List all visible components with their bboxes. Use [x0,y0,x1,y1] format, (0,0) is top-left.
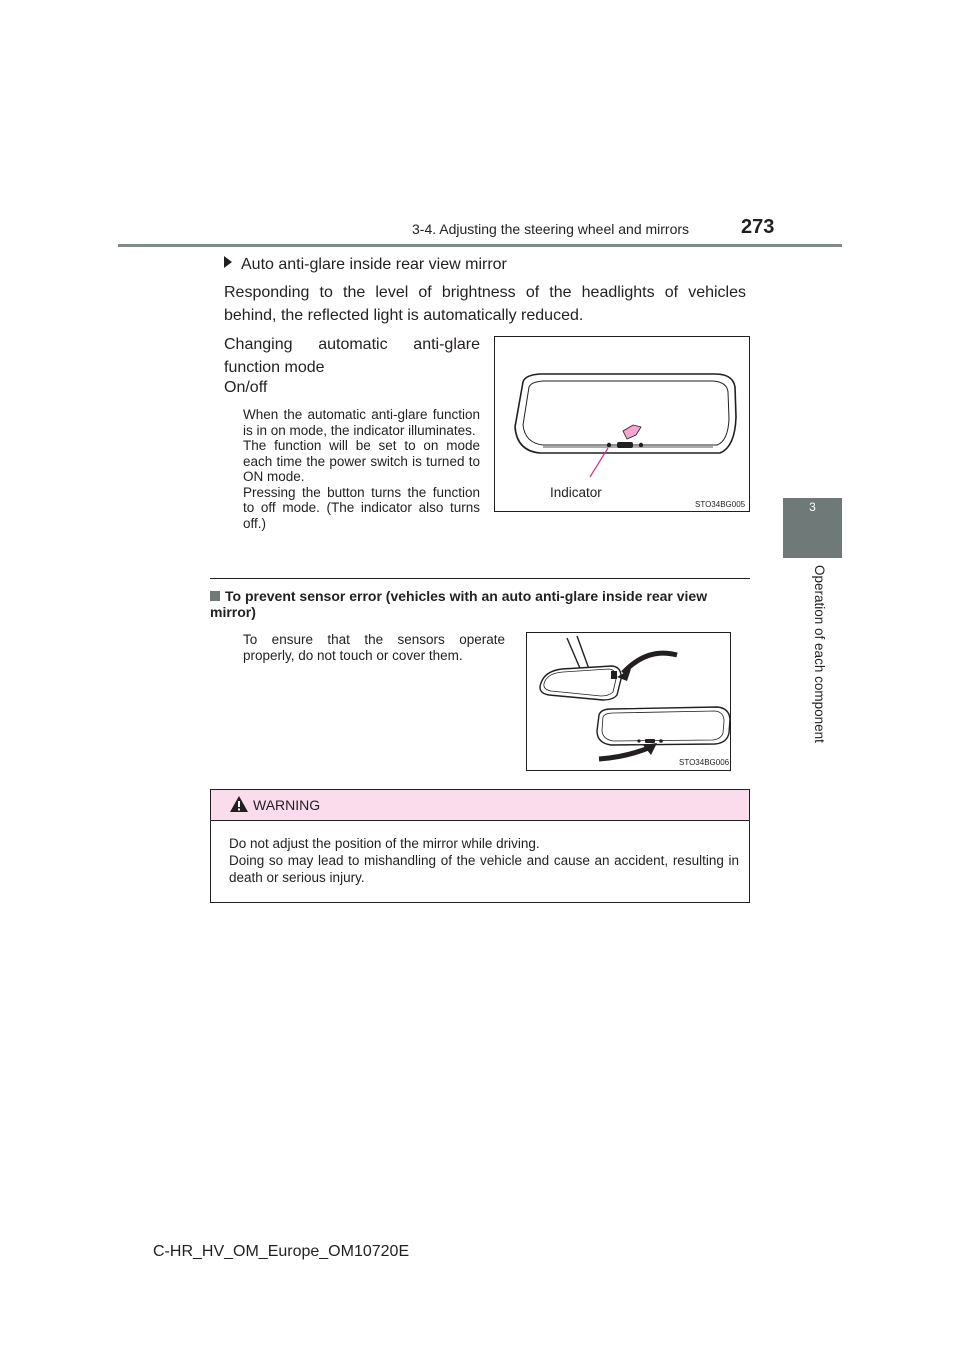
section-divider [210,578,750,579]
triangle-bullet-icon [224,256,232,268]
function-note-line-3: Pressing the button turns the function to off mode. (The indicator also turns off.) [243,484,480,531]
mirror-illustration [495,337,749,511]
square-bullet-icon [210,591,220,601]
figure2-code: STO34BG006 [679,758,730,767]
function-note [243,407,480,531]
header-divider [118,244,842,247]
feature-heading [224,256,507,274]
page-number: 273 [741,216,775,238]
warning-line-2: Doing so may lead to mishandling of the vehicle and cause an accident, resulting in death or serious injury. [229,853,739,885]
sensor-instructions: To ensure that the sensors operate properly, do not touch or cover them. [243,632,505,663]
sensor-section-heading [210,588,750,620]
indicator-callout: Indicator [550,485,602,500]
chapter-label: Operation of each component [812,565,827,743]
warning-box [210,789,750,903]
warning-body [229,835,739,886]
section-title: 3-4. Adjusting the steering wheel and mirrors [412,221,690,237]
feature-description: Responding to the level of brightness of the headlights of vehicles behind, the reflected light is automatically reduced. [224,284,746,324]
chapter-number: 3 [809,500,816,514]
sensor-illustration [527,633,730,770]
sensor-heading-text: To prevent sensor error (vehicles with an auto anti-glare inside rear view mirror) [210,588,708,620]
function-title: Changing automatic anti-glare function mode [224,336,480,376]
function-subtitle: On/off [224,379,268,396]
figure1-code: STO34BG005 [695,500,746,509]
warning-triangle-icon [229,795,249,818]
mirror-indicator-figure [494,336,750,512]
warning-line-1: Do not adjust the position of the mirror while driving. [229,836,540,851]
function-note-line-2: The function will be set to on mode each time the power switch is turned to ON mode. [243,438,480,484]
document-id: C-HR_HV_OM_Europe_OM10720E [153,1243,410,1260]
warning-title: WARNING [253,797,321,813]
feature-title: Auto anti-glare inside rear view mirror [241,256,507,273]
function-note-line-1: When the automatic anti-glare function is in on mode, the indicator illuminates. [243,407,480,438]
sensor-location-figure [526,632,731,771]
warning-header [211,790,749,821]
